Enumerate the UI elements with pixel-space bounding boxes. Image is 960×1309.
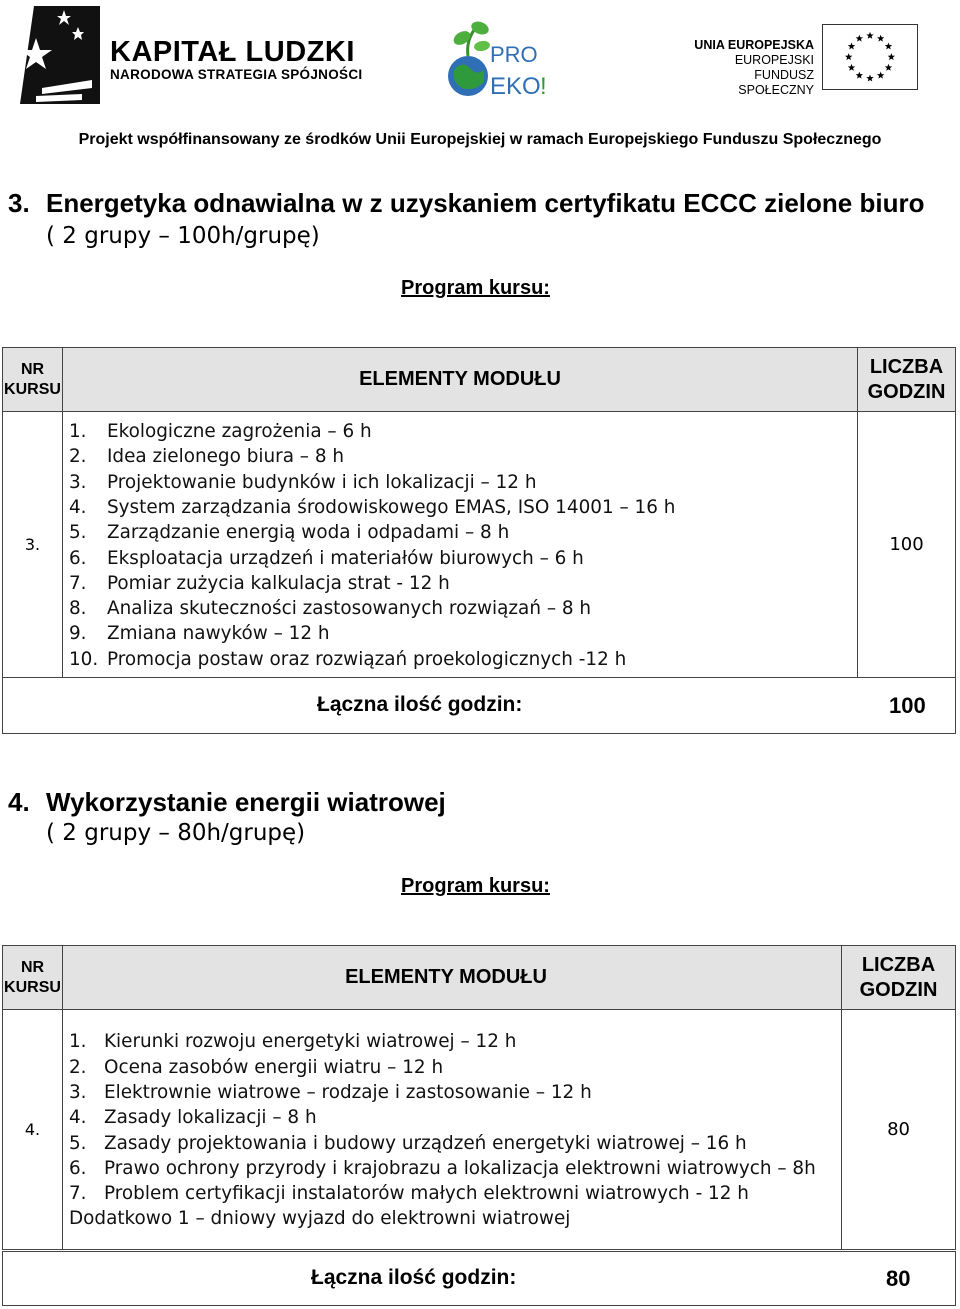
header-nr-kursu: NR KURSU	[3, 946, 63, 1010]
module-item-text: Zarządzanie energią woda i odpadami – 8 h	[106, 522, 510, 544]
module-item	[69, 520, 857, 545]
course-table	[2, 347, 956, 678]
header-nr-kursu: NR KURSU	[3, 348, 63, 412]
module-item-text: Problem certyfikacji instalatorów małych elektrowni wiatrowych - 12 h	[103, 1183, 749, 1205]
module-item	[69, 495, 857, 520]
module-item-number: 2.	[68, 1056, 87, 1078]
module-item	[69, 1156, 841, 1181]
total-hours-row	[2, 1251, 956, 1306]
module-item	[69, 621, 857, 646]
module-item-text: Elektrownie wiatrowe – rodzaje i zastosowanie – 12 h	[103, 1081, 592, 1103]
module-list-cell	[62, 412, 857, 678]
total-hours-value: 80	[886, 1266, 911, 1291]
module-item-number: 9.	[68, 623, 87, 645]
module-item-number: 6.	[68, 1157, 87, 1179]
module-item-number: 8.	[68, 598, 87, 620]
course-hours: 80	[842, 1010, 956, 1250]
module-item-text: Zasady lokalizacji – 8 h	[103, 1107, 317, 1129]
page-header	[0, 0, 960, 120]
course-table	[2, 945, 956, 1250]
module-item-number: 5.	[68, 522, 87, 544]
course-number: 3.	[3, 412, 63, 678]
module-item-number: 3.	[68, 471, 87, 493]
ue-label: UNIA EUROPEJSKA EUROPEJSKI FUNDUSZ SPOŁECZNY	[694, 38, 814, 97]
module-item-text: Zasady projektowania i budowy urządzeń energetyki wiatrowej – 16 h	[103, 1132, 747, 1154]
svg-text:!: !	[540, 73, 547, 100]
program-label: Program kursu:	[401, 277, 550, 299]
module-item-text: Ocena zasobów energii wiatru – 12 h	[103, 1056, 444, 1078]
module-item	[69, 596, 857, 621]
module-item-number: 7.	[68, 572, 87, 594]
eu-flag-icon	[822, 24, 918, 90]
module-item	[69, 647, 857, 672]
section-title: 4. Wykorzystanie energii wiatrowej	[8, 787, 446, 817]
module-item-text: Pomiar zużycia kalkulacja strat - 12 h	[106, 572, 450, 594]
total-hours-value: 100	[889, 693, 926, 718]
total-hours-label: Łączna ilość godzin:	[311, 1266, 517, 1289]
module-item-number: 6.	[68, 547, 87, 569]
section-title: 3. Energetyka odnawialna w z uzyskaniem certyfikatu ECCC zielone biuro	[8, 188, 925, 218]
module-item-text: Analiza skuteczności zastosowanych rozwiązań – 8 h	[106, 598, 592, 620]
course-number: 4.	[3, 1010, 63, 1250]
module-list	[63, 419, 857, 672]
kapital-ludzki-logo	[12, 4, 107, 106]
module-item	[69, 1131, 841, 1156]
svg-text:PRO: PRO	[490, 42, 538, 67]
module-list	[63, 1029, 841, 1206]
module-item	[69, 419, 857, 444]
module-item	[69, 1181, 841, 1206]
course-hours: 100	[858, 412, 956, 678]
module-item-number: 3.	[68, 1081, 87, 1103]
module-item	[69, 571, 857, 596]
extra-note: Dodatkowo 1 – dniowy wyjazd do elektrowni wiatrowej	[68, 1208, 571, 1230]
module-item-number: 5.	[68, 1132, 87, 1154]
module-item	[69, 546, 857, 571]
proeko-logo	[444, 20, 554, 102]
module-item-text: Promocja postaw oraz rozwiązań proekologicznych -12 h	[106, 648, 627, 670]
module-item	[69, 1080, 841, 1105]
cofinance-statement: Projekt współfinansowany ze środków Unii Europejskiej w ramach Europejskiego Funduszu Społecznego	[78, 131, 882, 148]
section-subtitle: ( 2 grupy – 80h/grupę)	[46, 820, 306, 846]
module-item-text: System zarządzania środowiskowego EMAS, ISO 14001 – 16 h	[106, 496, 676, 518]
header-liczba-godzin: LICZBA GODZIN	[842, 946, 956, 1010]
module-item	[69, 1029, 841, 1054]
kapital-ludzki-subtitle: NARODOWA STRATEGIA SPÓJNOŚCI	[110, 67, 363, 82]
kapital-ludzki-title: KAPITAŁ LUDZKI	[110, 36, 355, 68]
module-item	[69, 444, 857, 469]
section-subtitle: ( 2 grupy – 100h/grupę)	[46, 223, 320, 249]
module-item-number: 1.	[68, 421, 87, 443]
total-hours-row	[2, 677, 956, 734]
module-item-number: 2.	[68, 446, 87, 468]
header-elementy-modulu: ELEMENTY MODUŁU	[62, 348, 857, 412]
module-item-number: 7.	[68, 1183, 87, 1205]
module-item	[69, 1055, 841, 1080]
module-item-number: 4.	[68, 1107, 87, 1129]
module-item-text: Eksploatacja urządzeń i materiałów biurowych – 6 h	[106, 547, 584, 569]
module-item-number: 1.	[68, 1031, 87, 1053]
header-liczba-godzin: LICZBA GODZIN	[858, 348, 956, 412]
module-item-text: Idea zielonego biura – 8 h	[106, 446, 345, 468]
total-hours-label: Łączna ilość godzin:	[317, 693, 523, 716]
module-item-number: 4.	[68, 496, 87, 518]
svg-text:EKO: EKO	[490, 73, 541, 100]
module-list-cell	[62, 1010, 841, 1250]
module-item-text: Prawo ochrony przyrody i krajobrazu a lokalizacja elektrowni wiatrowych – 8h	[103, 1157, 816, 1179]
module-item-text: Zmiana nawyków – 12 h	[106, 623, 330, 645]
module-item	[69, 470, 857, 495]
module-item-text: Ekologiczne zagrożenia – 6 h	[106, 421, 372, 443]
module-item	[69, 1105, 841, 1130]
module-item-text: Kierunki rozwoju energetyki wiatrowej – 12 h	[103, 1031, 517, 1053]
module-item-number: 10.	[68, 648, 99, 670]
header-elementy-modulu: ELEMENTY MODUŁU	[62, 946, 841, 1010]
module-item-text: Projektowanie budynków i ich lokalizacji – 12 h	[106, 471, 537, 493]
program-label: Program kursu:	[401, 875, 550, 897]
